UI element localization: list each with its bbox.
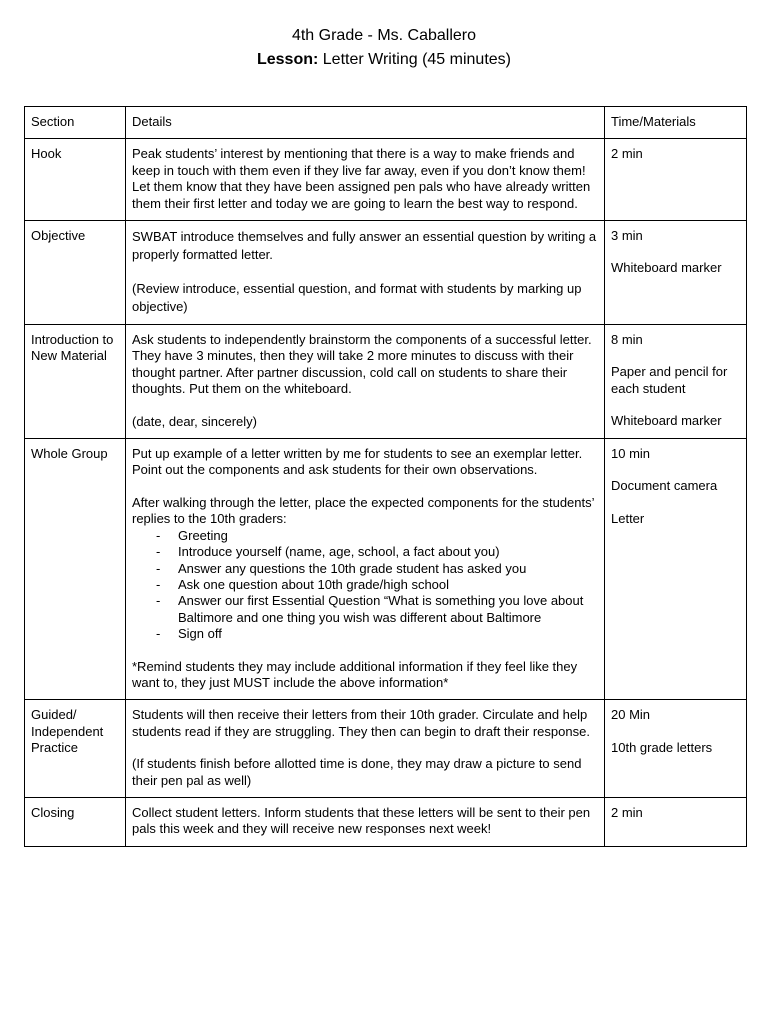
list-item: - Ask one question about 10th grade/high school — [178, 577, 598, 593]
details-paragraph: Put up example of a letter written by me for students to see an exemplar letter. Point out the components and ask students for their own observations. — [132, 446, 583, 478]
materials-item: 2 min — [611, 146, 643, 162]
list-item: - Greeting — [178, 528, 598, 544]
materials-item: 10th grade letters — [611, 739, 713, 755]
materials-cell — [605, 325, 747, 439]
materials-cell — [605, 797, 747, 846]
materials-item: 8 min — [611, 332, 643, 348]
lesson-value: Letter Writing (45 minutes) — [318, 51, 511, 68]
details-paragraph: (Review introduce, essential question, and format with students by marking up objective) — [132, 281, 582, 315]
table-row — [25, 221, 747, 325]
document-header — [0, 24, 768, 72]
details-paragraph: Collect student letters. Inform students that these letters will be sent to their pen pals this week and they will receive new responses next week! — [132, 804, 591, 837]
table-row — [25, 797, 747, 846]
list-item: - Introduce yourself (name, age, school, a fact about you) — [178, 544, 598, 560]
section-cell: Hook — [25, 139, 126, 221]
details-cell — [126, 139, 605, 221]
materials-item: 3 min — [611, 228, 643, 244]
materials-item: 2 min — [611, 804, 643, 820]
details-cell — [126, 797, 605, 846]
details-cell — [126, 325, 605, 439]
list-item: - Answer our first Essential Question “What is something you love about Baltimore and one thing you wish was different about Baltimore — [178, 593, 598, 626]
materials-item: Whiteboard marker — [611, 413, 722, 429]
list-item: - Sign off — [178, 626, 598, 642]
section-cell: Introduction to New Material — [25, 325, 126, 439]
materials-cell — [605, 221, 747, 325]
details-paragraph: Students will then receive their letters from their 10th grader. Circulate and help students read if they are struggling. They then can begin to draft their response. — [132, 707, 590, 739]
lesson-label: Lesson: — [256, 51, 319, 68]
table-row — [25, 325, 747, 439]
header-cell-section: Section — [25, 107, 126, 139]
materials-cell — [605, 439, 747, 700]
components-list — [132, 528, 598, 643]
materials-cell — [605, 139, 747, 221]
details-cell — [126, 221, 605, 325]
header-cell-materials: Time/Materials — [605, 107, 747, 139]
details-note: *Remind students they may include additional information if they feel like they want to, they just MUST include the above information* — [132, 658, 578, 690]
list-item: - Answer any questions the 10th grade student has asked you — [178, 561, 598, 577]
materials-item: 10 min — [611, 446, 651, 462]
materials-item: Letter — [611, 510, 645, 526]
details-cell — [126, 439, 605, 700]
section-cell: Objective — [25, 221, 126, 325]
details-paragraph: (If students finish before allotted time is done, they may draw a picture to send their pen pal as well) — [132, 756, 582, 788]
details-paragraph: Ask students to independently brainstorm the components of a successful letter. They have 3 minutes, then they will take 2 more minutes to discuss with their thought partner. After partner discussion, cold call on students to share their thoughts. Put them on the whiteboard. — [132, 332, 592, 397]
materials-item: Whiteboard marker — [611, 260, 722, 276]
materials-item: Paper and pencil for each student — [611, 364, 728, 396]
lesson-plan-table — [24, 106, 747, 847]
materials-item: 20 Min — [611, 707, 651, 723]
details-paragraph: Peak students’ interest by mentioning that there is a way to make friends and keep in touch with them even if they live far away, even if you don’t know them! Let them know that they have been assigned pen pals who have already written them their first letter and today we are going to learn the best way to respond. — [132, 146, 591, 211]
materials-item: Document camera — [611, 478, 718, 494]
table-row — [25, 700, 747, 798]
document-title: 4th Grade - Ms. Caballero — [291, 27, 477, 44]
section-cell: Closing — [25, 797, 126, 846]
details-paragraph: (date, dear, sincerely) — [132, 413, 258, 429]
table-row — [25, 439, 747, 700]
section-cell: Whole Group — [25, 439, 126, 700]
details-paragraph: SWBAT introduce themselves and fully answer an essential question by writing a properly formatted letter. — [132, 229, 597, 263]
table-header-row — [25, 107, 747, 139]
header-cell-details: Details — [126, 107, 605, 139]
details-paragraph: After walking through the letter, place the expected components for the students’ replies to the 10th graders: — [132, 494, 595, 527]
materials-cell — [605, 700, 747, 798]
table-row — [25, 139, 747, 221]
lesson-line — [0, 48, 768, 72]
section-cell: Guided/ Independent Practice — [25, 700, 126, 798]
details-cell — [126, 700, 605, 798]
